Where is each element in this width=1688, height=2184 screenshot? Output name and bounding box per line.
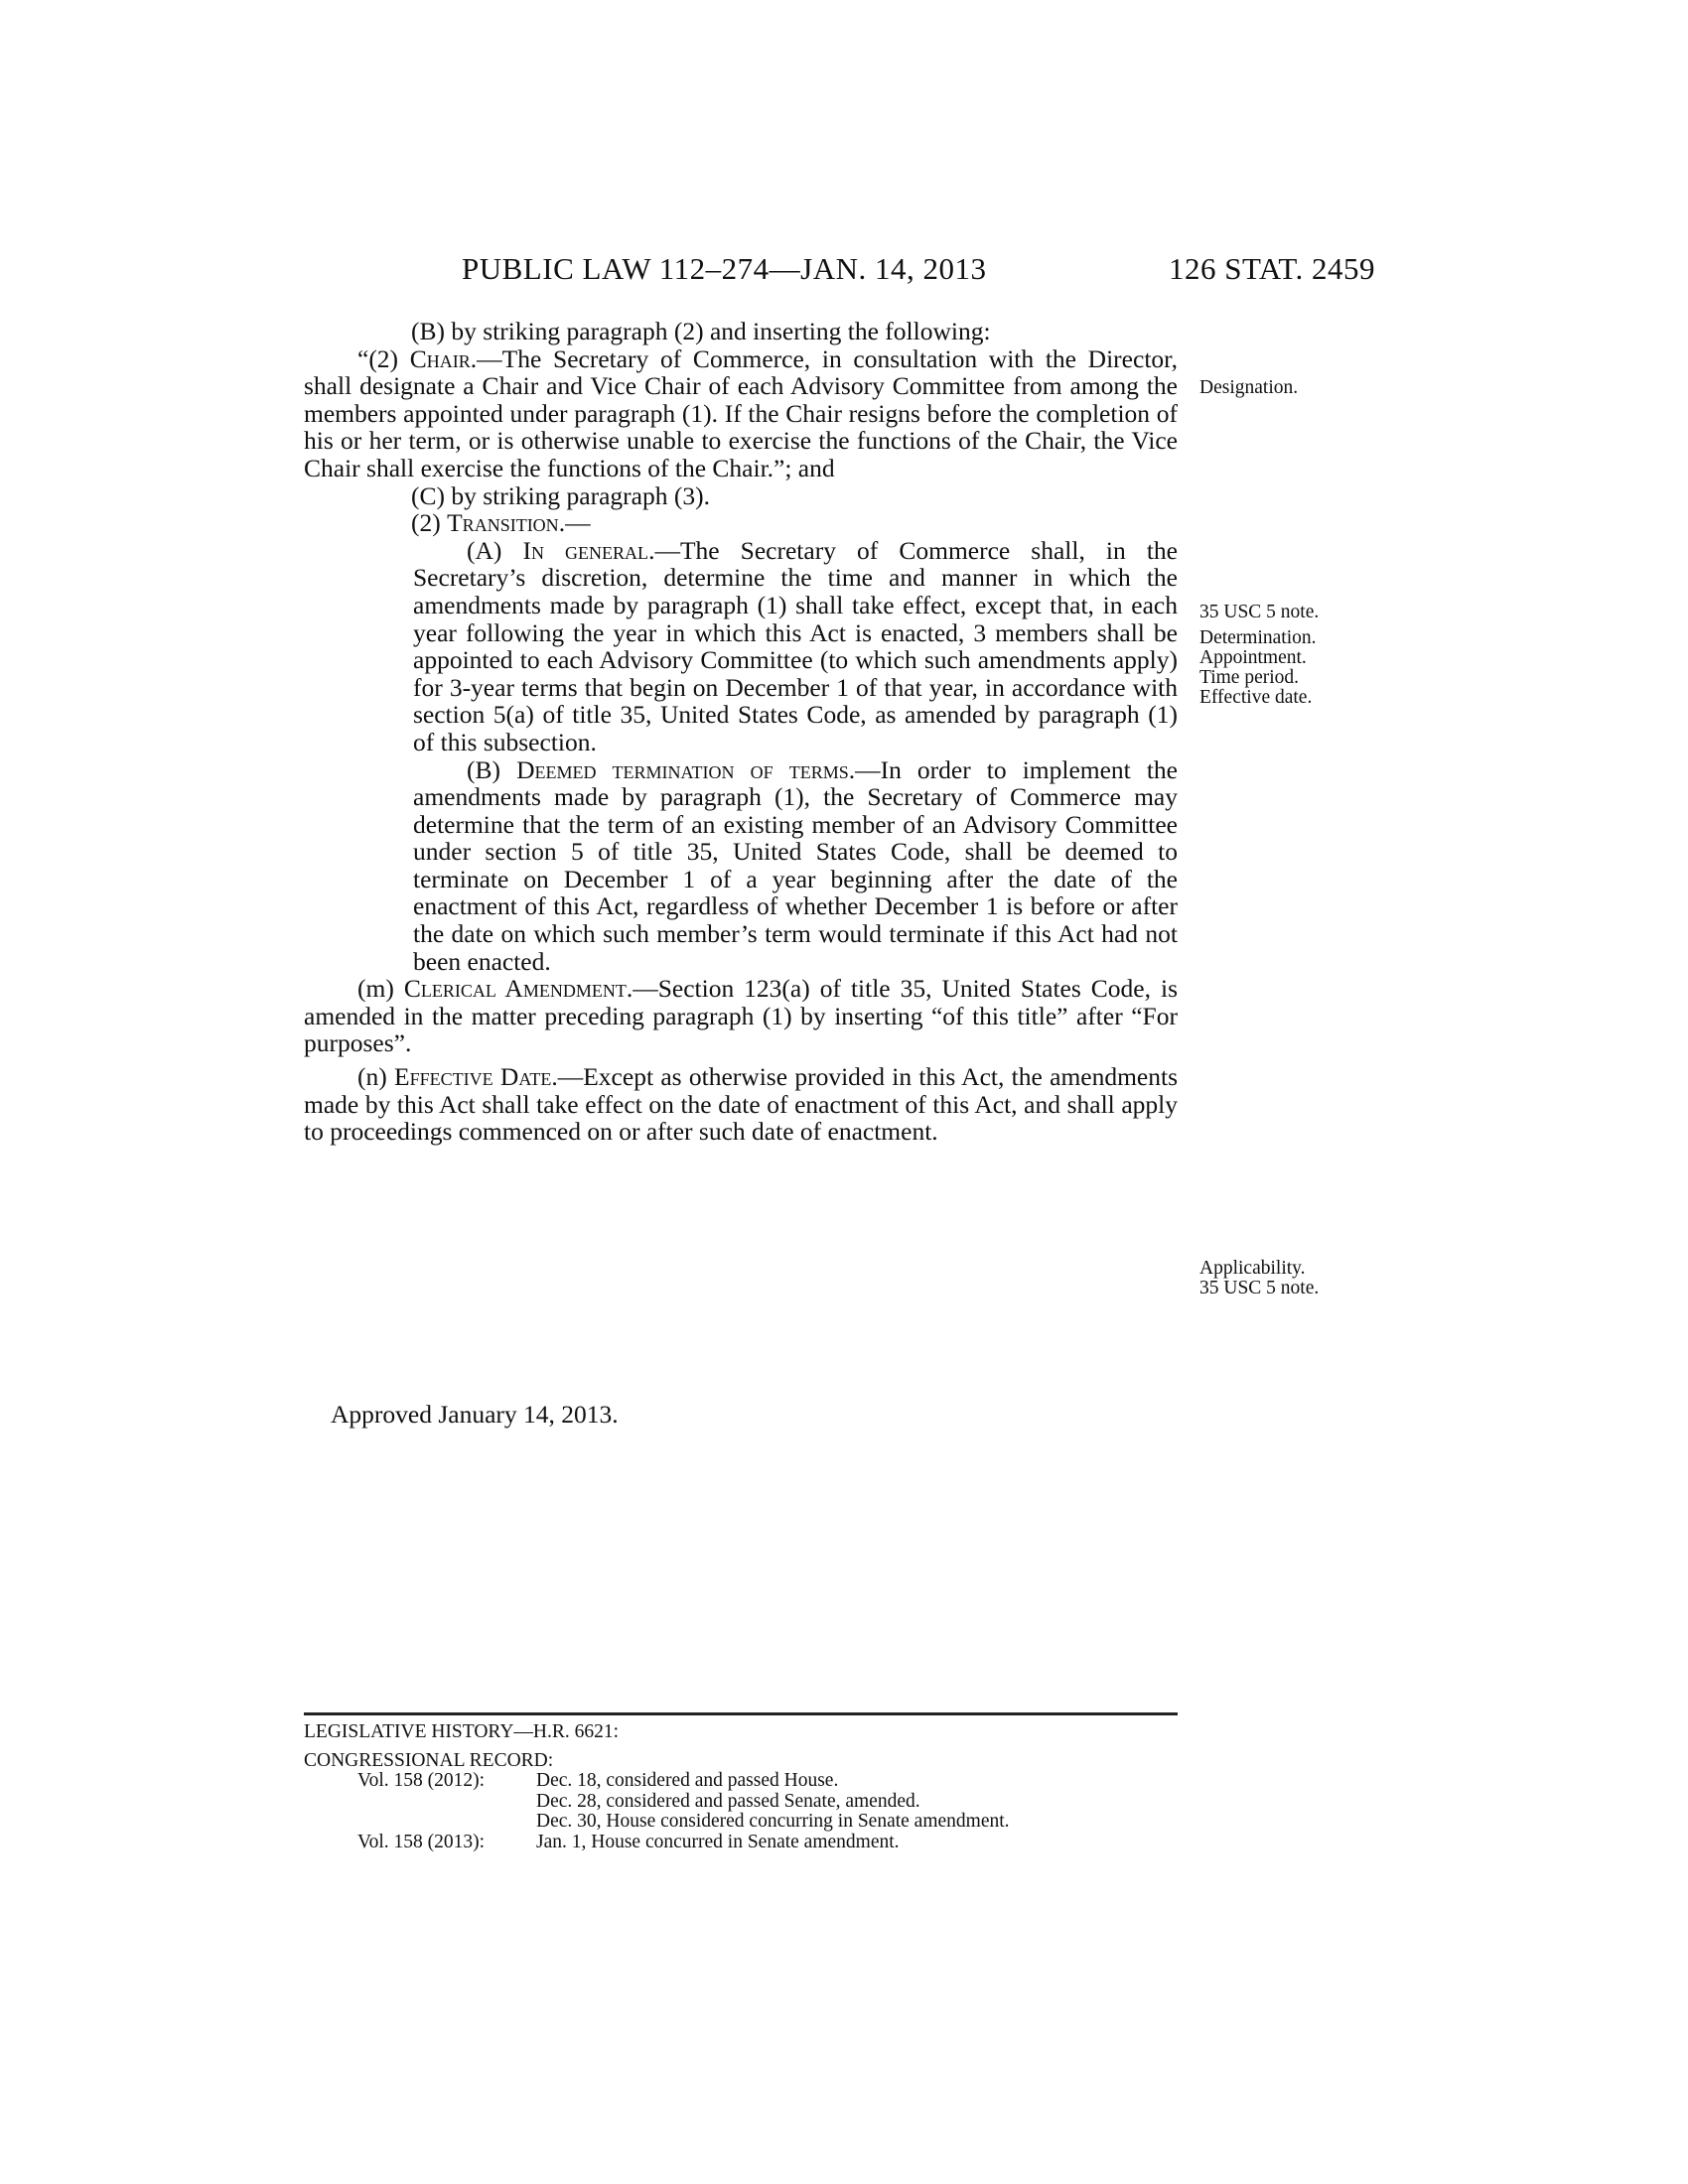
deemed-termination-heading: Deemed termination of terms <box>516 754 849 784</box>
approval-line: Approved January 14, 2013. <box>331 1400 619 1429</box>
congressional-record-heading: CONGRESSIONAL RECORD: <box>304 1749 554 1771</box>
margin-note-applicability: Applicability. 35 USC 5 note. <box>1199 1258 1320 1298</box>
para-b-deemed-termination: (B) Deemed termination of terms.—In order to implement the amendments made by paragraph (1), the Secretary of Commerce may determine that the term of an existing member of an Advisory Committee under section 5 of title 35, United States Code, shall be deemed to terminate on December 1 of a year beginning after the date of the enactment of this Act, regardless of whether December 1 is before or after the date on which such member’s term would terminate if this Act had not been enacted. <box>413 754 1178 976</box>
transition-heading: Transition <box>447 508 559 538</box>
para-transition: (2) Transition.— <box>411 508 591 538</box>
running-header <box>462 251 1375 291</box>
margin-note-designation: Designation. <box>1199 377 1299 398</box>
history-row: Vol. 158 (2013): Jan. 1, House concurred in Senate amendment. <box>357 1831 900 1852</box>
chair-heading: Chair <box>409 343 471 373</box>
para-b-strike: (B) by striking paragraph (2) and inserting the following: <box>411 317 991 345</box>
in-general-heading: In general <box>522 535 649 565</box>
legislative-history-heading: LEGISLATIVE HISTORY—H.R. 6621: <box>304 1721 620 1742</box>
effective-date-heading: Effective Date <box>394 1062 552 1092</box>
footer-divider <box>304 1712 1178 1715</box>
history-row: Dec. 30, House considered concurring in Senate amendment. <box>536 1811 1010 1832</box>
history-row: Dec. 28, considered and passed Senate, amended. <box>536 1790 920 1812</box>
legislative-history <box>304 1722 1178 1852</box>
para-m-clerical: (m) Clerical Amendment.—Section 123(a) of title 35, United States Code, is amended in the matter preceding paragraph (1) by inserting “of this title” after “For purposes”. <box>304 974 1179 1058</box>
header-stat-citation: 126 STAT. 2459 <box>1168 251 1375 286</box>
clerical-amendment-heading: Clerical Amendment <box>403 974 627 1004</box>
statute-body <box>304 318 1178 1146</box>
para-chair: “(2) Chair.—The Secretary of Commerce, in consultation with the Director, shall designate a Chair and Vice Chair of each Advisory Committee from among the members appointed under paragraph (1). If the Chair resigns before the completion of his or her term, or is otherwise unable to exercise the functions of the Chair, the Vice Chair shall exercise the functions of the Chair.”; and <box>304 343 1178 482</box>
para-a-in-general: (A) In general.—The Secretary of Commerce shall, in the Secretary’s discretion, determine the time and manner in which the amendments made by paragraph (1) shall take effect, except that, in each year following the year in which this Act is enacted, 3 members shall be appointed to each Advisory Committee (to which such amendments apply) for 3-year terms that begin on December 1 of that year, in accordance with section 5(a) of title 35, United States Code, as amended by paragraph (1) of this subsection. <box>413 535 1178 756</box>
history-row: Vol. 158 (2012): Dec. 18, considered and passed House. <box>357 1770 839 1791</box>
margin-note-transition: 35 USC 5 note. Determination. Appointment. Time period. Effective date. <box>1199 602 1320 708</box>
para-n-effective-date: (n) Effective Date.—Except as otherwise provided in this Act, the amendments made by this Act shall take effect on the date of enactment of this Act, and shall apply to proceedings commenced on or after such date of enactment. <box>304 1062 1179 1147</box>
para-c-strike: (C) by striking paragraph (3). <box>411 480 710 510</box>
header-title: PUBLIC LAW 112–274—JAN. 14, 2013 <box>462 251 987 286</box>
